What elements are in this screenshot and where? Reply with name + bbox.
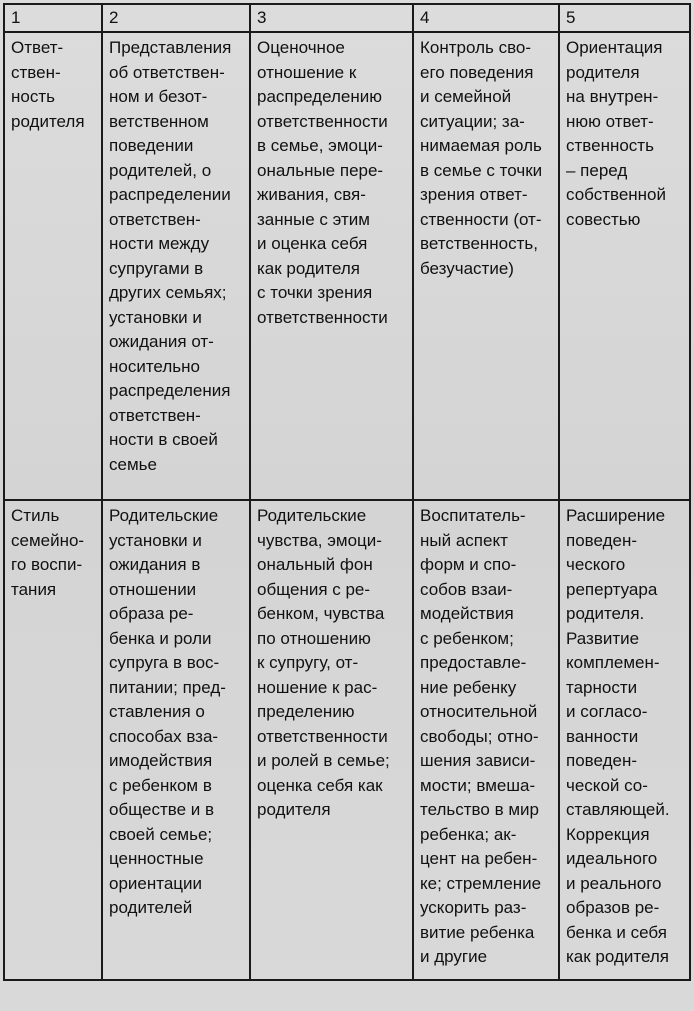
table-row	[4, 32, 690, 500]
table-cell: Воспитатель- ный аспект форм и спо- собов взаи- модействия с ребенком; предоставле- ние ребенку относительной свободы; отно- шения зависи- мости; вмеша- тельство в мир ребенка; ак- цент на ребен- ке; стремление ускорить раз- витие ребенка и другие	[413, 500, 559, 980]
column-number-2: 2	[102, 4, 250, 32]
table-cell: Расширение поведен- ческого репертуара родителя. Развитие комплемен- тарности и согласо- ванности поведен- ческой со- ставляющей. Коррекция идеального и реального образов ре- бенка и себя как родителя	[559, 500, 690, 980]
table-cell: Контроль сво- его поведения и семейной ситуации; за- нимаемая роль в семье с точки зрения ответ- ственности (от- ветственность, безучастие)	[413, 32, 559, 500]
row-title-cell: Стиль семейно- го воспи- тания	[4, 500, 102, 980]
column-number-3: 3	[250, 4, 413, 32]
column-number-4: 4	[413, 4, 559, 32]
table-cell: Представления об ответствен- ном и безот- ветственном поведении родителей, о распределении ответствен- ности между супругами в других семьях; установки и ожидания от- носительно распределения ответствен- ности в своей семье	[102, 32, 250, 500]
parenting-components-table	[3, 3, 691, 981]
column-number-5: 5	[559, 4, 690, 32]
table-cell: Оценочное отношение к распределению ответственности в семье, эмоци- ональные пере- живания, свя- занные с этим и оценка себя как родителя с точки зрения ответственности	[250, 32, 413, 500]
table-header-row	[4, 4, 690, 32]
table-cell: Родительские чувства, эмоци- ональный фон общения с ре- бенком, чувства по отношению к супругу, от- ношение к рас- пределению ответственности и ролей в семье; оценка себя как родителя	[250, 500, 413, 980]
table-cell: Родительские установки и ожидания в отношении образа ре- бенка и роли супруга в вос- питании; пред- ставления о способах вза- имодействия с ребенком в обществе и в своей семье; ценностные ориентации родителей	[102, 500, 250, 980]
table-row	[4, 500, 690, 980]
row-title-cell: Ответ- ствен- ность родителя	[4, 32, 102, 500]
column-number-1: 1	[4, 4, 102, 32]
table-cell: Ориентация родителя на внутрен- нюю ответ- ственность – перед собственной совестью	[559, 32, 690, 500]
